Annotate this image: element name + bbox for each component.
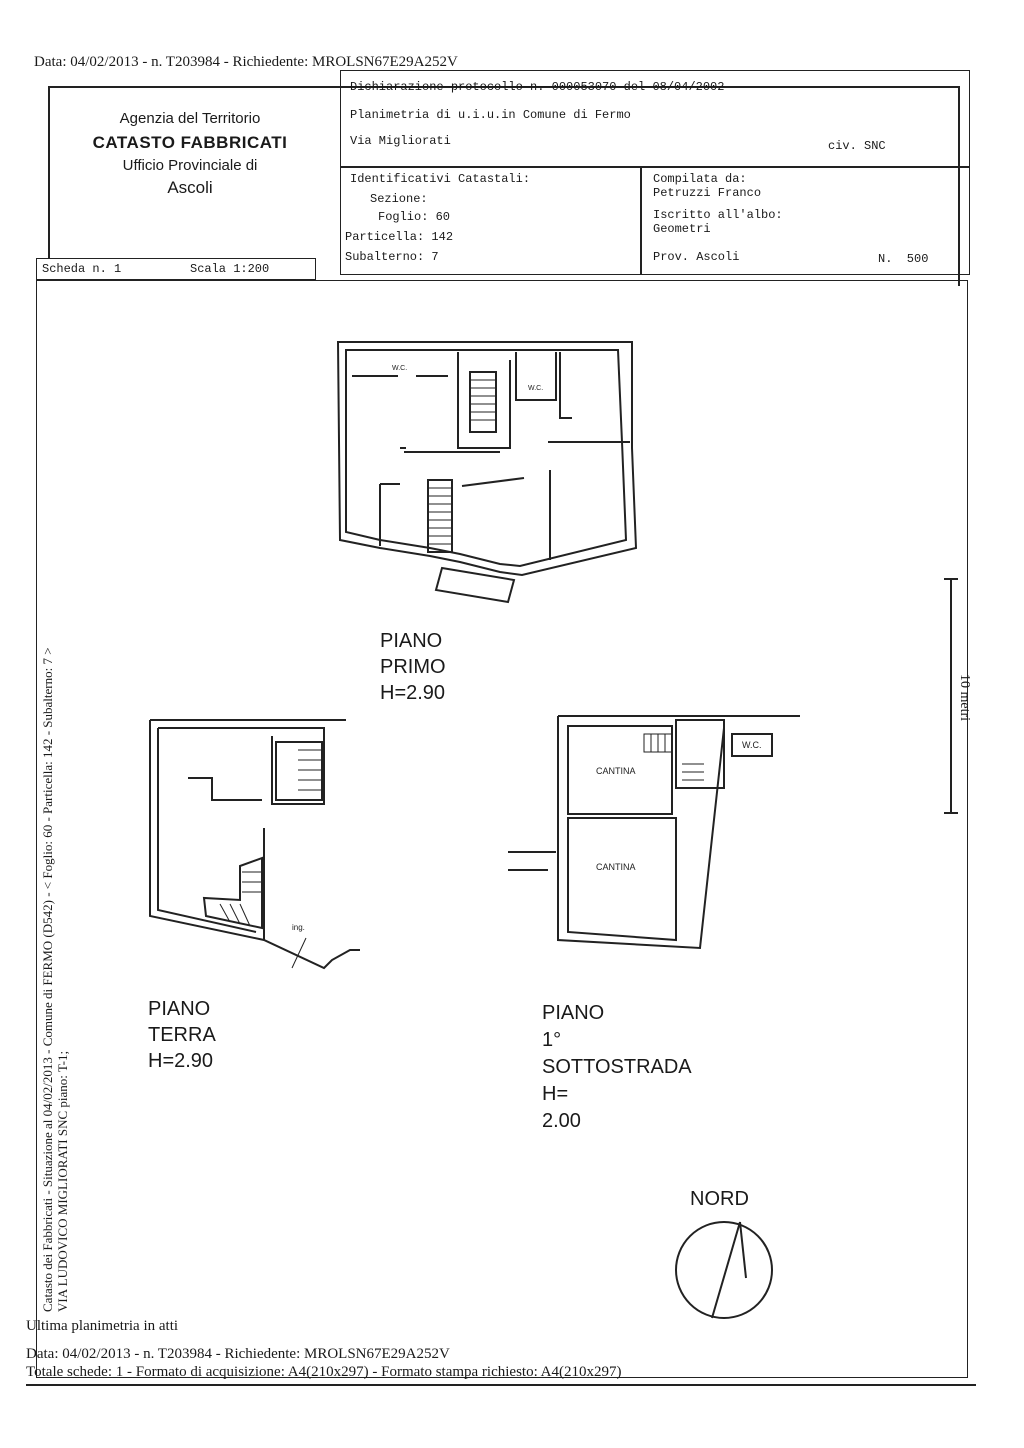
identifier-foglio: Foglio: 60 bbox=[378, 210, 451, 224]
identifier-sezione: Sezione: bbox=[370, 192, 428, 206]
compass-label: NORD bbox=[690, 1188, 749, 1210]
agency-line-2: CATASTO FABBRICATI bbox=[92, 133, 288, 152]
primo-line-2: PRIMO bbox=[380, 656, 446, 678]
label-piano-sottostrada bbox=[542, 1000, 692, 1135]
sottostrada-line-2: 1° bbox=[542, 1029, 562, 1051]
room-label-cantina-2: CANTINA bbox=[596, 862, 636, 872]
room-label-cantina-1: CANTINA bbox=[596, 766, 636, 776]
room-label-wc-3: W.C. bbox=[742, 740, 762, 750]
civ-text: civ. SNC bbox=[828, 139, 886, 153]
compiler-albo: Iscritto all'albo: bbox=[653, 208, 783, 222]
compiler-prov: Prov. Ascoli bbox=[653, 250, 740, 264]
scheda-scale: Scala 1:200 bbox=[190, 262, 270, 276]
footer-totale: Totale schede: 1 - Formato di acquisizione: A4(210x297) - Formato stampa richiesto: A4(210x297) bbox=[26, 1364, 622, 1380]
piano-primo-stairs bbox=[428, 380, 496, 544]
primo-line-1: PIANO bbox=[380, 630, 443, 652]
label-piano-primo bbox=[380, 628, 446, 706]
compiler-name: Petruzzi Franco bbox=[653, 186, 762, 200]
room-label-wc-1: W.C. bbox=[392, 365, 408, 372]
compiler-title: Compilata da: bbox=[653, 172, 747, 186]
piano-primo-plan bbox=[338, 342, 636, 602]
agency-line-4: Ascoli bbox=[167, 178, 213, 197]
agency-line-3: Ufficio Provinciale di bbox=[122, 157, 258, 174]
identifiers-title: Identificativi Catastali: bbox=[350, 172, 531, 186]
scheda-number: Scheda n. 1 bbox=[42, 262, 122, 276]
compass-drawing bbox=[676, 1222, 772, 1318]
terra-line-1: PIANO bbox=[148, 998, 211, 1020]
sottostrada-line-4: H= bbox=[542, 1083, 569, 1105]
compiler-albo-value: Geometri bbox=[653, 222, 711, 236]
piano-sottostrada-plan bbox=[508, 716, 800, 948]
identifier-particella: Particella: 142 bbox=[345, 230, 454, 244]
terra-line-3: H=2.90 bbox=[148, 1050, 214, 1072]
header-data-text: Data: 04/02/2013 - n. T203984 - Richiedente: MROLSN67E29A252V bbox=[34, 54, 458, 70]
planimetria-text: Planimetria di u.i.u.in Comune di Fermo bbox=[350, 108, 631, 122]
sottostrada-line-1: PIANO bbox=[542, 1002, 605, 1024]
label-piano-terra bbox=[148, 996, 216, 1074]
room-label-ing: ing. bbox=[292, 923, 305, 932]
protocol-text: Dichiarazione protocollo n. 000053070 del 08/04/2002 bbox=[350, 80, 725, 94]
footer-rule bbox=[26, 1384, 976, 1386]
via-text: Via Migliorati bbox=[350, 134, 451, 148]
terra-line-2: TERRA bbox=[148, 1024, 216, 1046]
sottostrada-line-5: 2.00 bbox=[542, 1110, 581, 1132]
footer-ultima: Ultima planimetria in atti bbox=[26, 1318, 179, 1334]
compiler-number: N. 500 bbox=[878, 252, 929, 266]
room-label-wc-2: W.C. bbox=[528, 385, 544, 392]
sottostrada-line-3: SOTTOSTRADA bbox=[542, 1056, 692, 1078]
footer-data: Data: 04/02/2013 - n. T203984 - Richiedente: MROLSN67E29A252V bbox=[26, 1346, 450, 1362]
identifier-subalterno: Subalterno: 7 bbox=[345, 250, 439, 264]
piano-terra-plan bbox=[150, 720, 360, 968]
side-text-1: Catasto dei Fabbricati - Situazione al 04/02/2013 - Comune di FERMO (D542) - < Foglio: 60 - Particella: 142 - Subalterno: 7 > bbox=[40, 647, 55, 1312]
piano-sottostrada-stairs bbox=[644, 734, 704, 780]
side-text-2: VIA LUDOVICO MIGLIORATI SNC piano: T-1; bbox=[55, 1050, 70, 1312]
agency-line-1: Agenzia del Territorio bbox=[119, 110, 261, 127]
primo-line-3: H=2.90 bbox=[380, 682, 446, 704]
scale-bar-label: 10 metri bbox=[957, 674, 972, 722]
